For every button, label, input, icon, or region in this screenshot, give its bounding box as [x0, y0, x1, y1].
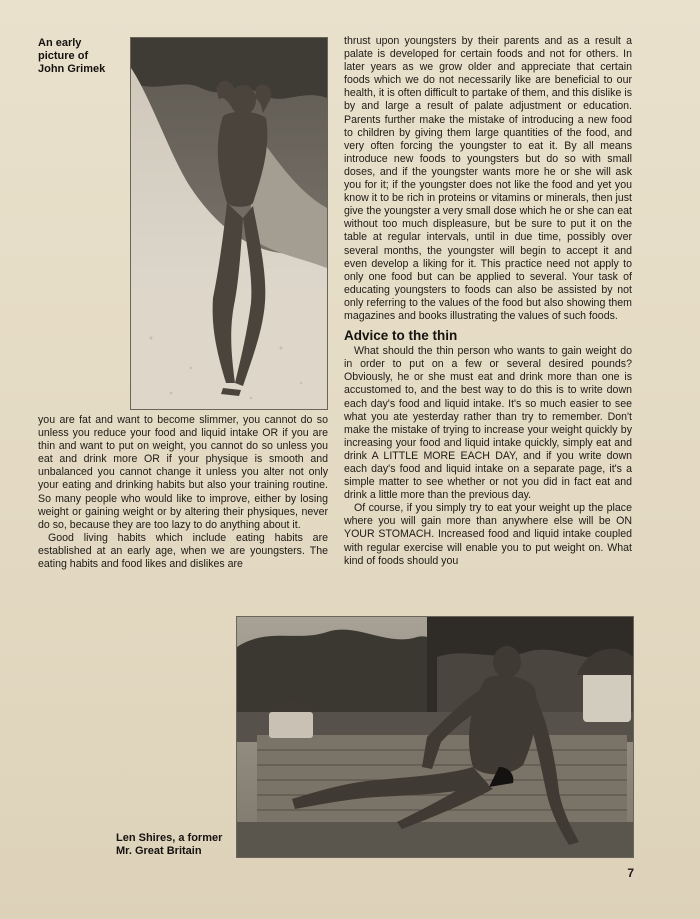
right-paragraph-2: What should the thin person who wants to gain weight do in order to put on a few or several desired pounds? Obviously, he or she must eat and drink more than one is accustomed to, and the best way to do this is to write down each day's food and liquid intake. It's so much easier to see what you ate yesterday rather than try to remember. Don't make the mistake of trying to increase your weight quickly by increasing your food and liquid intake quickly, simply eat and drink A LITTLE MORE EACH DAY, and if you write down each day's food and liquid intake on a separate page, it's a simple matter to see whether or not you did in fact eat and drink a little more than the previous day.: [344, 345, 632, 502]
page-number: 7: [627, 866, 634, 880]
top-photo-caption: An early picture of John Grimek: [38, 37, 106, 75]
bottom-photo-caption: Len Shires, a former Mr. Great Britain: [116, 832, 223, 857]
section-heading-advice-to-the-thin: Advice to the thin: [344, 328, 458, 344]
right-paragraph-1: thrust upon youngsters by their parents and as a result a palate is developed for certain foods and not for others. In later years as we grow older and appreciate that certain foods which we do not necessarily like are beneficial to our health, it is often difficult to partake of them, and this dislike is by and large a result of palate adjustment or education. Parents further make the mistake of introducing a new food to children by giving them large quantities of the food, and very often forcing the youngster to eat it. By all means introduce new foods to youngsters but do so with small doses, and if the youngster wants more he or she will ask you for it; if the youngster does not like the food and yet you know it to be rich in proteins or vitamins or minerals, then just give the youngster a very small dose which he or she can eat without too much displeasure, but be sure to put it on the table at regular intervals, until in due time, possibly over several months, the youngster will begin to accept it and even develop a liking for it. This practice need not apply to only one food but can be applied to several. Your task of educating youngsters to foods can also be assisted by not only referring to the values of the food but also showing them magazines and books illustrating the values of such foods.: [344, 35, 632, 322]
right-column-text: [344, 35, 632, 568]
len-shires-photo-illustration: [237, 617, 633, 857]
len-shires-photo: [236, 616, 634, 858]
john-grimek-photo: [130, 37, 328, 410]
left-column-text: [38, 414, 328, 571]
left-paragraph-2: Good living habits which include eating habits are established at an early age, when we are youngsters. The eating habits and food likes and dislikes are: [38, 531, 328, 571]
right-paragraph-3: Of course, if you simply try to eat your weight up the place where you will gain more than anywhere else will be ON YOUR STOMACH. Increased food and liquid intake coupled with regular exercise will enable you to put weight on. What kind of foods should you: [344, 502, 632, 567]
john-grimek-photo-illustration: [131, 38, 327, 409]
left-paragraph-1: you are fat and want to become slimmer, you cannot do so unless you reduce your food and liquid intake OR if you are thin and want to put on weight, you cannot do so unless you eat and drink more OR if your physique is smooth and unbalanced you cannot change it unless you alter not only your eating and drinking habits but also your training routine. So many people who would like to improve, either by losing weight or gaining weight or by altering their physiques, never do so, because they are too lazy to do anything about it.: [38, 414, 328, 531]
